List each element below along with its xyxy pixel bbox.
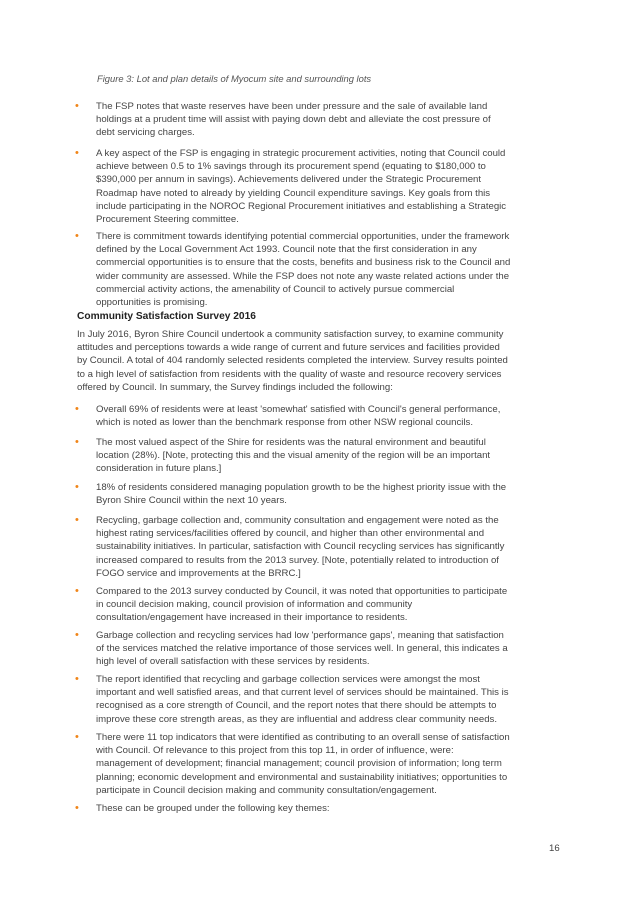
text-line: Roadmap have noted to already by yielding Council expenditure savings. Key goals from this	[96, 187, 491, 199]
text-line: achieve between 0.5 to 1% savings through its procurement spend (equating to $180,000 to	[96, 161, 486, 173]
bullet-text	[96, 481, 576, 507]
text-line: The most valued aspect of the Shire for residents was the natural environment and beautiful	[96, 437, 486, 448]
text-line: to a high level of satisfaction from residents with the quality of waste and resource recovery services	[77, 368, 502, 380]
text-line: improve these core strength areas, as they are influential and address clear community needs.	[96, 713, 498, 725]
text-line: important and well satisfied areas, and that current level of services should be maintained. This is	[96, 687, 509, 699]
text-line: commercial opportunities is to ensure that the costs, benefits and business risk to the Council and	[96, 257, 511, 269]
bullet-text	[96, 802, 576, 815]
text-line: There were 11 top indicators that were identified as contributing to an overall sense of satisfaction	[96, 732, 510, 743]
text-line: high level of overall satisfaction with these services by residents.	[96, 656, 370, 668]
text-line: increased compared to results from the 2013 survey. [Note, potentially related to introduction of	[96, 554, 499, 566]
intro-paragraph	[77, 328, 577, 394]
text-line: holdings at a prudent time will assist with paying down debt and alleviate the cost pressure of	[96, 114, 491, 126]
bullet-text	[96, 629, 576, 669]
bullet-marker: •	[75, 629, 79, 641]
bullet-marker: •	[75, 436, 79, 448]
bullet-text	[96, 230, 576, 309]
text-line: include participating in the NOROC Regional Procurement initiatives and establishing a Strategic	[96, 200, 507, 212]
figure-caption: Figure 3: Lot and plan details of Myocum site and surrounding lots	[97, 73, 372, 84]
text-line: 18% of residents considered managing population growth to be the highest priority issue with the	[96, 482, 507, 493]
text-line: highest rating services/facilities offered by council, and higher than other environmental and	[96, 528, 485, 540]
text-line: sustainability initiatives. In particular, satisfaction with Council recycling services has significantly	[96, 541, 505, 553]
text-line: which is noted as lower than the benchmark response from other NSW regional councils.	[96, 417, 474, 429]
text-line: These can be grouped under the following key themes:	[96, 803, 330, 814]
text-line: Recycling, garbage collection and, community consultation and engagement were noted as the	[96, 515, 499, 526]
bullet-text	[96, 147, 576, 226]
bullet-text	[96, 514, 576, 580]
bullet-marker: •	[75, 230, 79, 242]
bullet-marker: •	[75, 481, 79, 493]
text-line: Procurement Steering committee.	[96, 214, 239, 226]
text-line: participate in Council decision making and community consultation/engagement.	[96, 784, 437, 796]
text-line: Compared to the 2013 survey conducted by Council, it was noted that opportunities to participate	[96, 586, 508, 597]
bullet-text	[96, 731, 576, 797]
text-line: location (28%). [Note, protecting this and the visual amenity of the region will be an important	[96, 450, 491, 462]
text-line: A key aspect of the FSP is engaging in strategic procurement activities, noting that Council could	[96, 148, 506, 159]
bullet-text	[96, 673, 576, 726]
text-line: Overall 69% of residents were at least 'somewhat' satisfied with Council's general performance,	[96, 404, 501, 415]
text-line: In July 2016, Byron Shire Council undertook a community satisfaction survey, to examine community	[77, 329, 504, 340]
bullet-marker: •	[75, 585, 79, 597]
text-line: wider community are assessed. While the FSP does not note any waste related actions under the	[96, 270, 510, 282]
text-line: debt servicing charges.	[96, 127, 195, 139]
text-line: Byron Shire Council within the next 10 years.	[96, 495, 287, 507]
text-line: in council decision making, council provision of information and community	[96, 599, 413, 611]
text-line: There is commitment towards identifying potential commercial opportunities, under the framework	[96, 231, 510, 242]
text-line: management of development; financial management; council provision of information; long term	[96, 758, 502, 770]
bullet-text	[96, 403, 576, 429]
text-line: opportunities is promising.	[96, 297, 208, 309]
text-line: of the services matched the relative importance of those services well. In general, this indicates a	[96, 643, 508, 655]
text-line: $390,000 per annum in savings). Achievements delivered under the Strategic Procurement	[96, 174, 482, 186]
text-line: consideration in future plans.]	[96, 463, 222, 475]
text-line: with Council. Of relevance to this project from this top 11, in order of influence, were:	[96, 745, 454, 757]
text-line: defined by the Local Government Act 1993. Council note that the first consideration in any	[96, 244, 477, 256]
text-line: Garbage collection and recycling services had low 'performance gaps', meaning that satisfaction	[96, 630, 504, 641]
text-line: commercial activity actions, the amenability of Council to actively pursue commercial	[96, 283, 455, 295]
bullet-marker: •	[75, 802, 79, 814]
bullet-marker: •	[75, 731, 79, 743]
page-number: 16	[549, 843, 560, 854]
text-line: by Council. A total of 404 randomly selected residents completed the interview. Survey results pointed	[77, 355, 508, 367]
bullet-marker: •	[75, 100, 79, 112]
bullet-marker: •	[75, 514, 79, 526]
text-line: planning; economic development and environmental and sustainability initiatives; opportunities to	[96, 771, 508, 783]
bullet-text	[96, 585, 576, 625]
bullet-marker: •	[75, 673, 79, 685]
text-line: The FSP notes that waste reserves have been under pressure and the sale of available land	[96, 101, 488, 112]
text-line: offered by Council. In summary, the Survey findings included the following:	[77, 381, 393, 393]
bullet-marker: •	[75, 403, 79, 415]
bullet-text	[96, 100, 576, 140]
bullet-text	[96, 436, 576, 476]
text-line: attitudes and perceptions towards a wide range of current and future services and facilities provided	[77, 342, 500, 354]
text-line: The report identified that recycling and garbage collection services were amongst the most	[96, 674, 480, 685]
text-line: consultation/engagement have increased in their importance to residents.	[96, 612, 408, 624]
text-line: FOGO service and improvements at the BRRC.]	[96, 567, 301, 579]
text-line: recognised as a core strength of Council, and the report notes that there should be attempts to	[96, 700, 497, 712]
section-heading: Community Satisfaction Survey 2016	[77, 311, 256, 322]
bullet-marker: •	[75, 147, 79, 159]
